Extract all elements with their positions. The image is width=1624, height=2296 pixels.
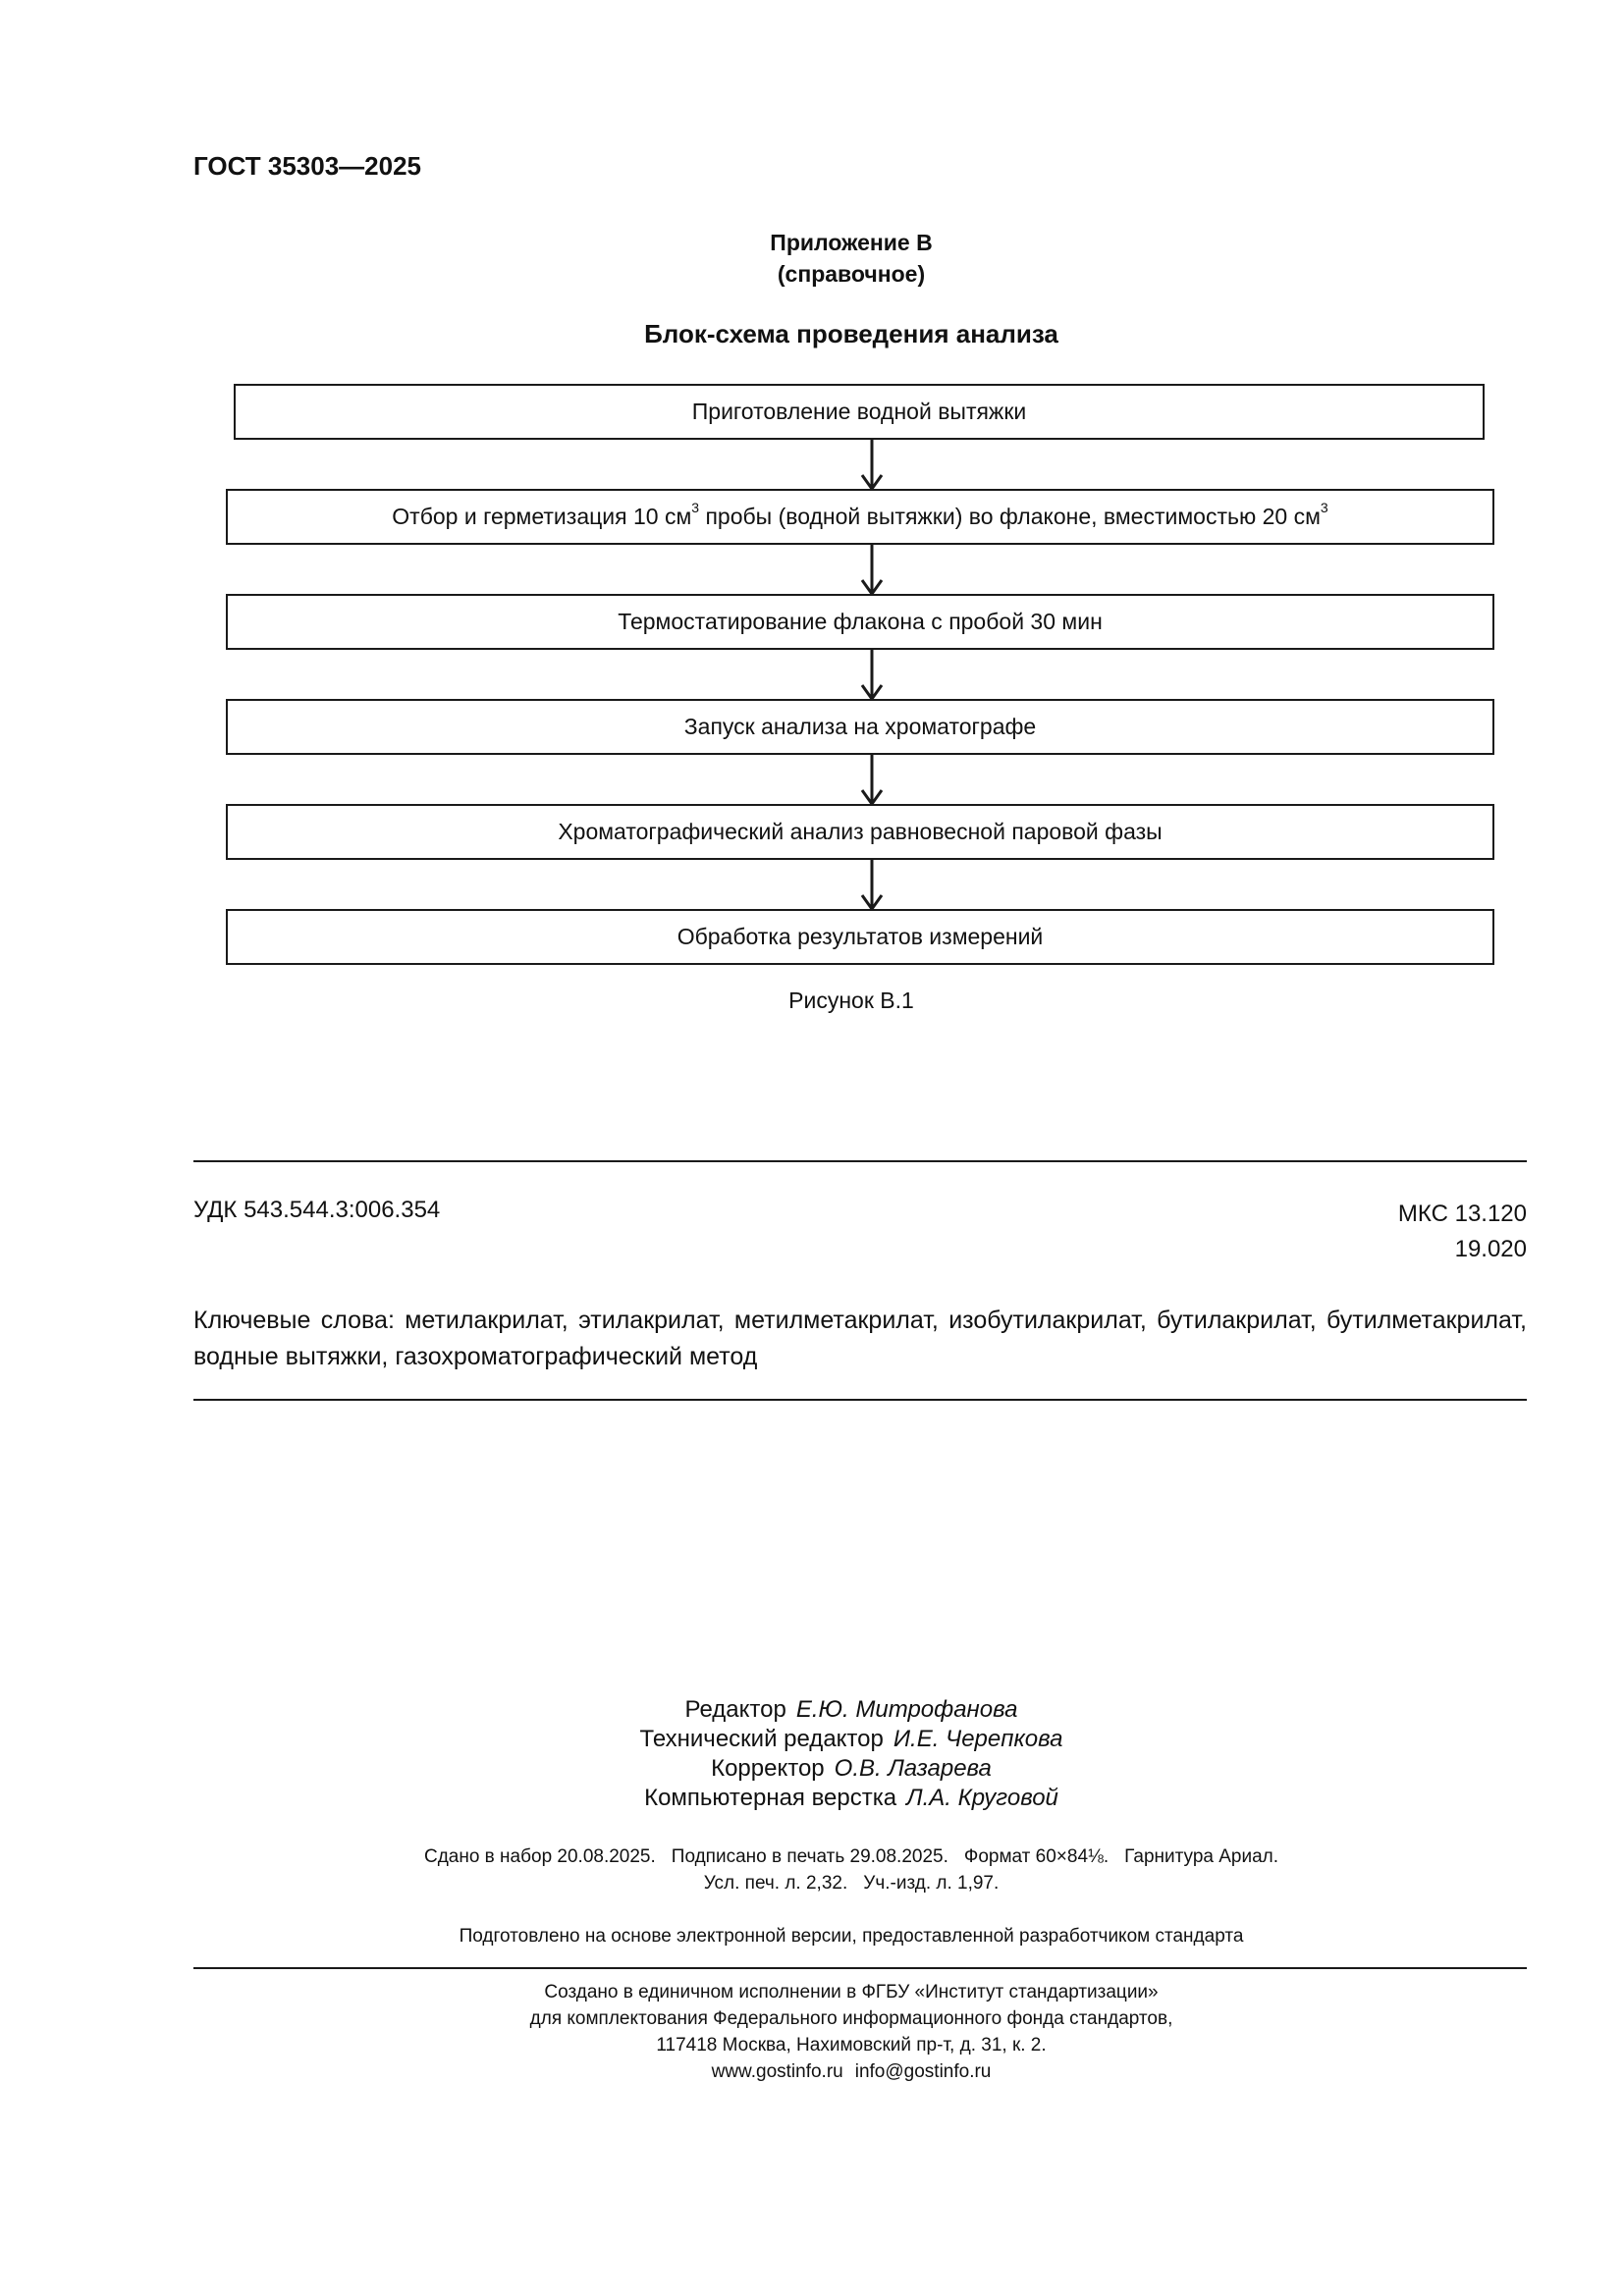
staff-name: О.В. Лазарева xyxy=(834,1755,992,1782)
staff-name: И.Е. Черепкова xyxy=(893,1726,1063,1752)
flow-step-6-text: Обработка результатов измерений xyxy=(677,924,1044,949)
document-code: ГОСТ 35303—2025 xyxy=(193,151,421,181)
divider-bottom xyxy=(193,1967,1527,1969)
mks-codes xyxy=(1398,1197,1527,1267)
flow-step-2-text-a: Отбор и герметизация 10 см xyxy=(392,504,692,529)
annex-heading xyxy=(0,227,1624,290)
prepared-note: Подготовлено на основе электронной версии, предоставленной разработчиком стандарта xyxy=(459,1926,1244,1947)
created-line-2: для комплектования Федерального информационного фонда стандартов, xyxy=(529,2008,1173,2029)
flow-step-2-sup-a: 3 xyxy=(691,500,700,515)
print-info-item: Подписано в печать 29.08.2025. xyxy=(671,1846,948,1867)
staff-name: Л.А. Круговой xyxy=(906,1785,1058,1811)
figure-caption: Рисунок В.1 xyxy=(788,988,914,1013)
staff-name: Е.Ю. Митрофанова xyxy=(795,1696,1018,1723)
staff-role: Корректор xyxy=(711,1755,825,1782)
annex-title: Приложение В xyxy=(770,230,933,255)
flow-step-1-text: Приготовление водной вытяжки xyxy=(691,399,1027,424)
created-by xyxy=(0,1979,1624,2085)
staff-list xyxy=(0,1695,1624,1813)
flow-step-5 xyxy=(226,804,1494,860)
keywords: Ключевые слова: метилакрилат, этилакрилат, метилметакрилат, изобутилакрилат, бутилакрилат, бутилметакрилат, водные вытяжки, газохроматографический метод xyxy=(193,1307,1527,1370)
flow-arrow-4 xyxy=(857,755,887,806)
print-info-item: Сдано в набор 20.08.2025. xyxy=(423,1846,656,1867)
staff-row xyxy=(0,1784,1624,1813)
mks-code-2: 19.020 xyxy=(1454,1236,1527,1262)
print-info xyxy=(0,1843,1624,1896)
divider-top xyxy=(193,1160,1527,1162)
created-contacts xyxy=(0,2058,1624,2085)
staff-row xyxy=(0,1725,1624,1754)
staff-role: Компьютерная верстка xyxy=(644,1785,897,1811)
flow-step-2 xyxy=(226,489,1494,545)
mks-code-1: МКС 13.120 xyxy=(1397,1201,1527,1227)
created-line-3: 117418 Москва, Нахимовский пр-т, д. 31, к. 2. xyxy=(656,2035,1047,2056)
staff-role: Редактор xyxy=(684,1696,786,1723)
email-link[interactable]: info@gostinfo.ru xyxy=(854,2061,992,2082)
flow-step-2-text-b: пробы (водной вытяжки) во флаконе, вместимостью 20 см xyxy=(699,504,1321,529)
flow-arrow-5 xyxy=(857,860,887,911)
staff-role: Технический редактор xyxy=(639,1726,884,1752)
print-info-item: Усл. печ. л. 2,32. xyxy=(703,1873,848,1894)
print-info-line-2 xyxy=(0,1870,1624,1896)
print-info-item: Гарнитура Ариал. xyxy=(1124,1846,1279,1867)
divider-keywords xyxy=(193,1399,1527,1401)
scheme-title: Блок-схема проведения анализа xyxy=(644,319,1058,348)
flow-step-3 xyxy=(226,594,1494,650)
flow-step-4 xyxy=(226,699,1494,755)
udk-code: УДК 543.544.3:006.354 xyxy=(193,1197,441,1223)
created-line-1: Создано в единичном исполнении в ФГБУ «Институт стандартизации» xyxy=(544,1982,1159,2002)
print-info-line-1 xyxy=(0,1843,1624,1870)
staff-row xyxy=(0,1754,1624,1784)
flow-arrow-3 xyxy=(857,650,887,701)
flow-arrow-2 xyxy=(857,545,887,596)
flow-step-5-text: Хроматографический анализ равновесной паровой фазы xyxy=(558,819,1163,844)
flow-arrow-1 xyxy=(857,440,887,491)
annex-type: (справочное) xyxy=(777,261,926,287)
flow-step-2-text xyxy=(392,500,1328,530)
website-link[interactable]: www.gostinfo.ru xyxy=(711,2061,843,2082)
flow-step-1 xyxy=(234,384,1485,440)
print-info-item: Формат 60×84⅛. xyxy=(963,1846,1110,1867)
flow-step-3-text: Термостатирование флакона с пробой 30 мин xyxy=(618,609,1103,634)
flow-step-4-text: Запуск анализа на хроматографе xyxy=(683,714,1037,739)
flow-step-2-sup-b: 3 xyxy=(1320,500,1328,515)
print-info-item: Уч.-изд. л. 1,97. xyxy=(863,1873,1000,1894)
staff-row xyxy=(0,1695,1624,1725)
flow-step-6 xyxy=(226,909,1494,965)
